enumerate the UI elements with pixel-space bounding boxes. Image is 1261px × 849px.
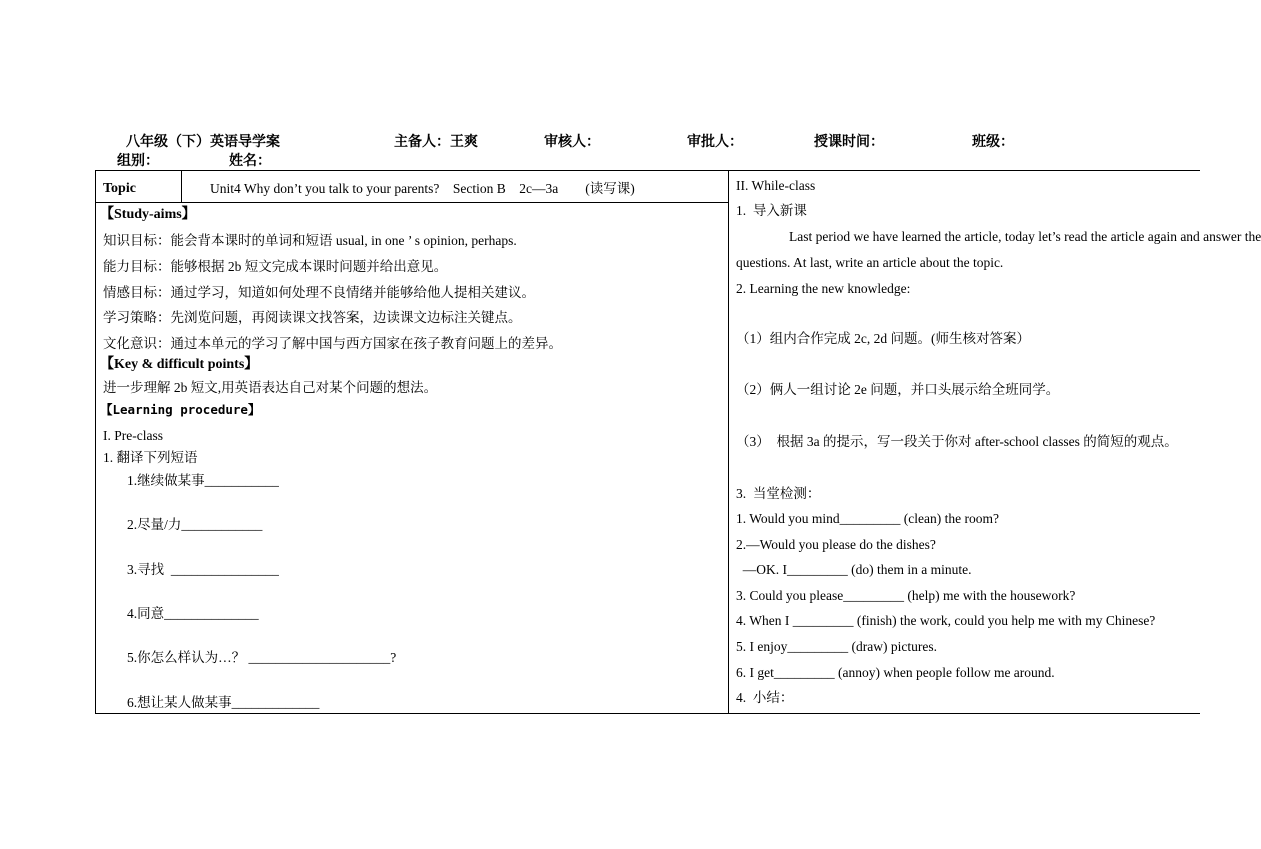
task-item: （1）组内合作完成 2c, 2d 问题。(师生核对答案） (736, 331, 1030, 346)
pre-class-heading: I. Pre-class (103, 428, 163, 443)
exercise-item: 1. Would you mind_________ (clean) the room? (736, 511, 999, 526)
preparer-label: 主备人：王爽 (394, 135, 478, 150)
aim-strategy: 学习策略：先浏览问题，再阅读课文找答案，边读课文边标注关键点。 (103, 310, 522, 325)
table-bottom-border (95, 713, 1200, 714)
phrase-item: 4.同意______________ (127, 606, 259, 621)
approver-label: 审批人： (687, 135, 743, 150)
while-class-heading: II. While-class (736, 178, 816, 193)
class-label: 班级： (972, 135, 1014, 150)
table-left-border (95, 170, 96, 714)
group-label: 组别： (117, 154, 159, 169)
exercise-item: 2.—Would you please do the dishes? (736, 537, 936, 552)
phrase-item: 6.想让某人做某事_____________ (127, 695, 320, 710)
teach-time-label: 授课时间： (814, 135, 884, 150)
topic-label: Topic (103, 181, 136, 196)
study-aims-title: 【Study-aims】 (100, 207, 196, 222)
aim-knowledge: 知识目标：能会背本课时的单词和短语 usual, in one ’ s opinion, perhaps. (103, 233, 517, 248)
check-title: 3. 当堂检测： (736, 486, 821, 501)
key-points-title: 【Key & difficult points】 (100, 357, 259, 372)
task-item: （2）俩人一组讨论 2e 问题，并口头展示给全班同学。 (736, 382, 1060, 397)
exercise-item: 5. I enjoy_________ (draw) pictures. (736, 639, 937, 654)
key-points-text: 进一步理解 2b 短文,用英语表达自己对某个问题的想法。 (103, 380, 438, 395)
aim-emotion: 情感目标：通过学习，知道如何处理不良情绪并能够给他人提相关建议。 (103, 285, 535, 300)
phrase-item: 5.你怎么样认为…？ _____________________? (127, 650, 397, 665)
phrase-item: 2.尽量/力____________ (127, 517, 263, 532)
summary-title: 4. 小结： (736, 690, 794, 705)
procedure-title: 【Learning procedure】 (100, 402, 261, 417)
exercise-item: —OK. I_________ (do) them in a minute. (736, 562, 972, 577)
exercise-item: 6. I get_________ (annoy) when people follow me around. (736, 665, 1055, 680)
intro-line-2: questions. At last, write an article about the topic. (736, 255, 1004, 270)
grade-title: 八年级（下）英语导学案 (126, 135, 280, 150)
topic-value: Unit4 Why don’t you talk to your parents? Section B 2c—3a (读写课) (210, 181, 635, 196)
intro-title: 1. 导入新课 (736, 203, 807, 218)
name-label: 姓名： (229, 154, 271, 169)
topic-label-divider (181, 170, 182, 202)
learning-title: 2. Learning the new knowledge: (736, 281, 911, 296)
intro-line-1: Last period we have learned the article, today let’s read the article again and answer the (789, 229, 1261, 244)
exercise-item: 4. When I _________ (finish) the work, could you help me with my Chinese? (736, 613, 1156, 628)
task-item: （3） 根据 3a 的提示，写一段关于你对 after-school classes 的简短的观点。 (736, 434, 1178, 449)
phrase-item: 3.寻找 ________________ (127, 562, 279, 577)
exercise-item: 3. Could you please_________ (help) me with the housework? (736, 588, 1076, 603)
reviewer-label: 审核人： (544, 135, 600, 150)
phrase-item: 1.继续做某事___________ (127, 473, 279, 488)
topic-row-bottom-border (95, 202, 728, 203)
aim-culture: 文化意识：通过本单元的学习了解中国与西方国家在孩子教育问题上的差异。 (103, 336, 562, 351)
aim-ability: 能力目标：能够根据 2b 短文完成本课时问题并给出意见。 (103, 259, 448, 274)
translate-title: 1. 翻译下列短语 (103, 450, 198, 465)
right-column (729, 171, 1261, 713)
